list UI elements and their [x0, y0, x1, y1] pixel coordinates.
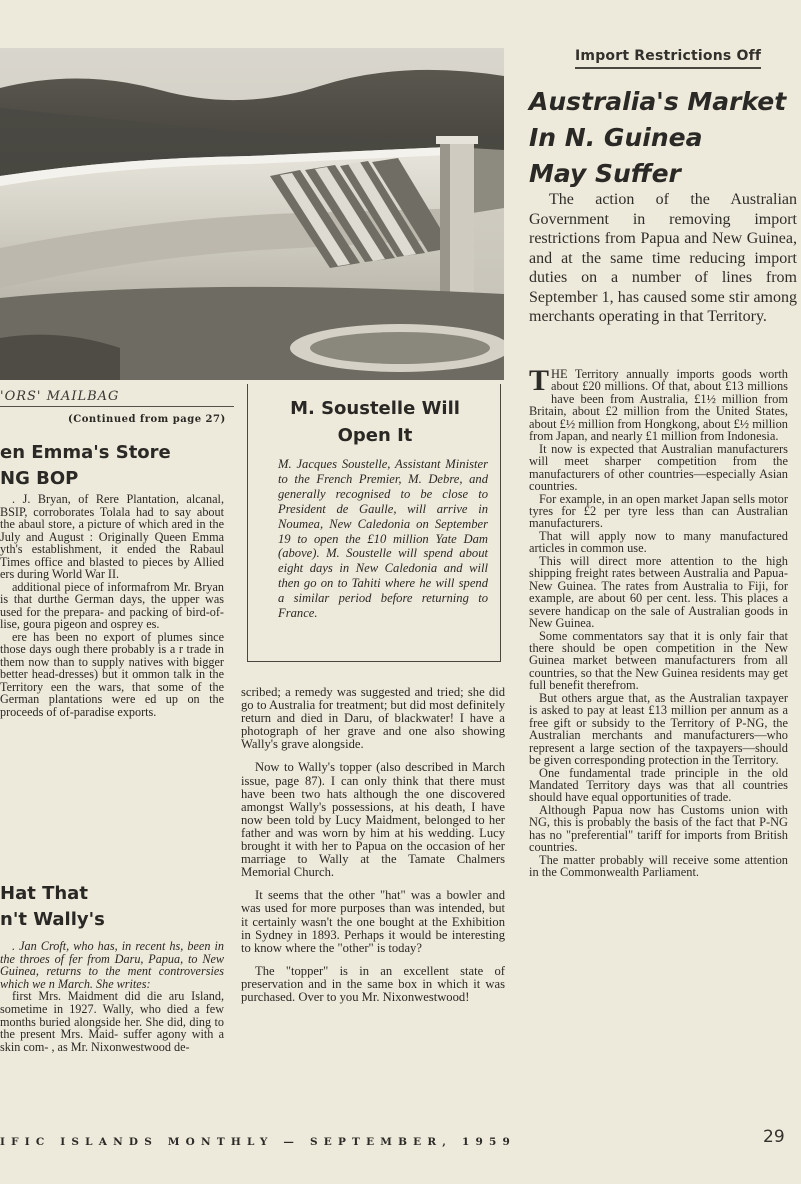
right-paragraph-7: But others argue that, as the Australian taxpayer is asked to pay at least £13 million per annum as a free gift or subsidy to the Territory of P-NG, the Australian merchants and manufacturers—who represent a large section of the taxpayers—should be given corresponding protection in the Territory.: [529, 690, 788, 768]
right-paragraph-5: This will direct more attention to the high shipping freight rates between Australia and Papua-New Guinea. The rates from Australia to Fiji, for example, are about 60 per cent. less. This places a severe handicap on the sale of Australian goods in New Guinea.: [529, 553, 788, 631]
right-paragraph-1-text: HE Territory annually imports goods worth about £20 millions. Of that, about £13 millions have been from Australia, £1½ million from Britain, about £2 million from the United States, about £½ million from Hongkong, about £½ million from Japan, and nearly £1 million from Indonesia.: [529, 367, 788, 444]
left-article-body: [0, 493, 224, 718]
article-headline: [529, 84, 799, 192]
continued-note: (Continued from page 27): [68, 414, 226, 425]
right-article-body: [529, 364, 788, 880]
headline-line-2: In N. Guinea: [529, 123, 703, 152]
right-paragraph-1: [529, 364, 788, 444]
left-paragraph-1: . J. Bryan, of Rere Plantation, alcanal, BSIP, corroborates Tolala had to say about the abaul store, a picture of which ared in the July and August : Originally Queen Emma yth's establishment, it ended the Rabaul Times office and blasted to pieces by Allied ers during World War II.: [0, 492, 224, 581]
left-paragraph-3: ere has been no export of plumes since those days ough there probably is a r trade in them now than to supply natives with bigger better head-dresses) but it ommon talk in the Territory een the wars, that some of the German plantations were ed up on the proceeds of of-paradise exports.: [0, 629, 224, 719]
section-label: 'ORS' MAILBAG: [0, 389, 234, 407]
dam-photo: [0, 48, 504, 380]
left-paragraph-2: additional piece of informafrom Mr. Bryan is that durthe German days, the upper was used for the prepara- and packing of bird-of- lise, goura pigeon and osprey es.: [0, 579, 224, 631]
boxed-headline-line-2: Open It: [337, 425, 413, 446]
left-headline-1: [0, 440, 230, 492]
middle-paragraph-2: Now to Wally's topper (also described in March issue, page 87). I can only think that there must have been two hats although the one discovered amongst Wally's possessions, at his death, I have now been told by Lucy Maidment, belonged to her father and was worn by him at his wedding. Lucy brought it with her to Papua on the occasion of her marriage to Wally at the Tamate Chalmers Memorial Church.: [241, 760, 505, 880]
drop-cap: T: [529, 364, 550, 397]
left-article-body-2: [0, 940, 224, 1053]
right-paragraph-3: For example, in an open market Japan sells motor tyres for £2 per tyre less than can Australian manufacturers.: [529, 491, 788, 531]
headline-line-3: May Suffer: [529, 159, 681, 188]
left-paragraph-4: first Mrs. Maidment did die aru Island, sometime in 1927. Wally, who died a few months buried alongside her. She did, ding to the present Mrs. Maid- suffer agony with a skin com- , as Mr. Nixonwestwood de-: [0, 989, 224, 1054]
left-headline-2: [0, 881, 230, 933]
middle-paragraph-1: scribed; a remedy was suggested and tried; she did go to Australia for treatment; but did most definitely return and died in Daru, of blackwater! I have a photograph of her grave and one also showing Wally's grave alongside.: [241, 685, 505, 752]
dam-photo-illustration: [0, 48, 504, 380]
headline-line-1: Australia's Market: [529, 87, 787, 116]
page-footer-running-title: IFIC ISLANDS MONTHLY — SEPTEMBER, 1959: [0, 1136, 517, 1148]
boxed-headline-line-1: M. Soustelle Will: [290, 398, 460, 419]
right-paragraph-8: One fundamental trade principle in the old Mandated Territory days was that all countries should have equal opportunities of trade.: [529, 765, 788, 805]
boxed-headline: [250, 395, 500, 449]
middle-article-body: [241, 686, 505, 1014]
right-paragraph-4: That will apply now to many manufactured articles in common use.: [529, 528, 788, 556]
page-number: 29: [763, 1127, 785, 1147]
left-headline-2-line-1: Hat That: [0, 883, 88, 904]
left-headline-1-line-2: NG BOP: [0, 468, 79, 489]
right-paragraph-2: It now is expected that Australian manufacturers will meet sharper competition from the manufacturers of other countries—especially Asian countries.: [529, 441, 788, 494]
left-headline-1-line-1: en Emma's Store: [0, 442, 171, 463]
middle-paragraph-4: The "topper" is in an excellent state of preservation and in the same box in which it was purchased. Over to you Mr. Nixonwestwood!: [241, 963, 505, 1004]
left-intro: . Jan Croft, who has, in recent hs, been in the throes of fer from Daru, Papua, to New Guinea, returns to the ment controversies which we n March. She writes:: [0, 939, 224, 991]
right-paragraph-6: Some commentators say that it is only fair that there should be open competition in the New Guinea market between manufacturers from all countries, so that the New Guinea residents may get full benefit therefrom.: [529, 628, 788, 693]
article-standfirst: The action of the Australian Government in removing import restrictions from Papua and New Guinea, and at the same time reducing import duties on a number of lines from September 1, has caused some stir among merchants operating in that Territory.: [529, 191, 797, 325]
middle-paragraph-3: It seems that the other "hat" was a bowler and was used for more purposes than was intended, but it certainly wasn't the one bought at the Exhibition in Sydney in 1893. Perhaps it would be interesting to know where the "other" is today?: [241, 888, 505, 955]
kicker-label: Import Restrictions Off: [575, 48, 761, 69]
boxed-text: M. Jacques Soustelle, Assistant Minister to the French Premier, M. Debre, and generally recognised to be close to President de Gaulle, will arrive in Noumea, New Caledonia on September 19 to open the £10 million Yate Dam (above). M. Soustelle will spend about eight days in New Caledonia and will then go on to Tahiti where he will spend a similar period before returning to France.: [278, 457, 488, 621]
left-headline-2-line-2: n't Wally's: [0, 909, 105, 930]
right-paragraph-9: Although Papua now has Customs union with NG, this is probably the basis of the fact that P-NG has no "preferential" tariff for imports from British countries.: [529, 802, 788, 855]
right-paragraph-10: The matter probably will receive some attention in the Commonwealth Parliament.: [529, 852, 788, 880]
